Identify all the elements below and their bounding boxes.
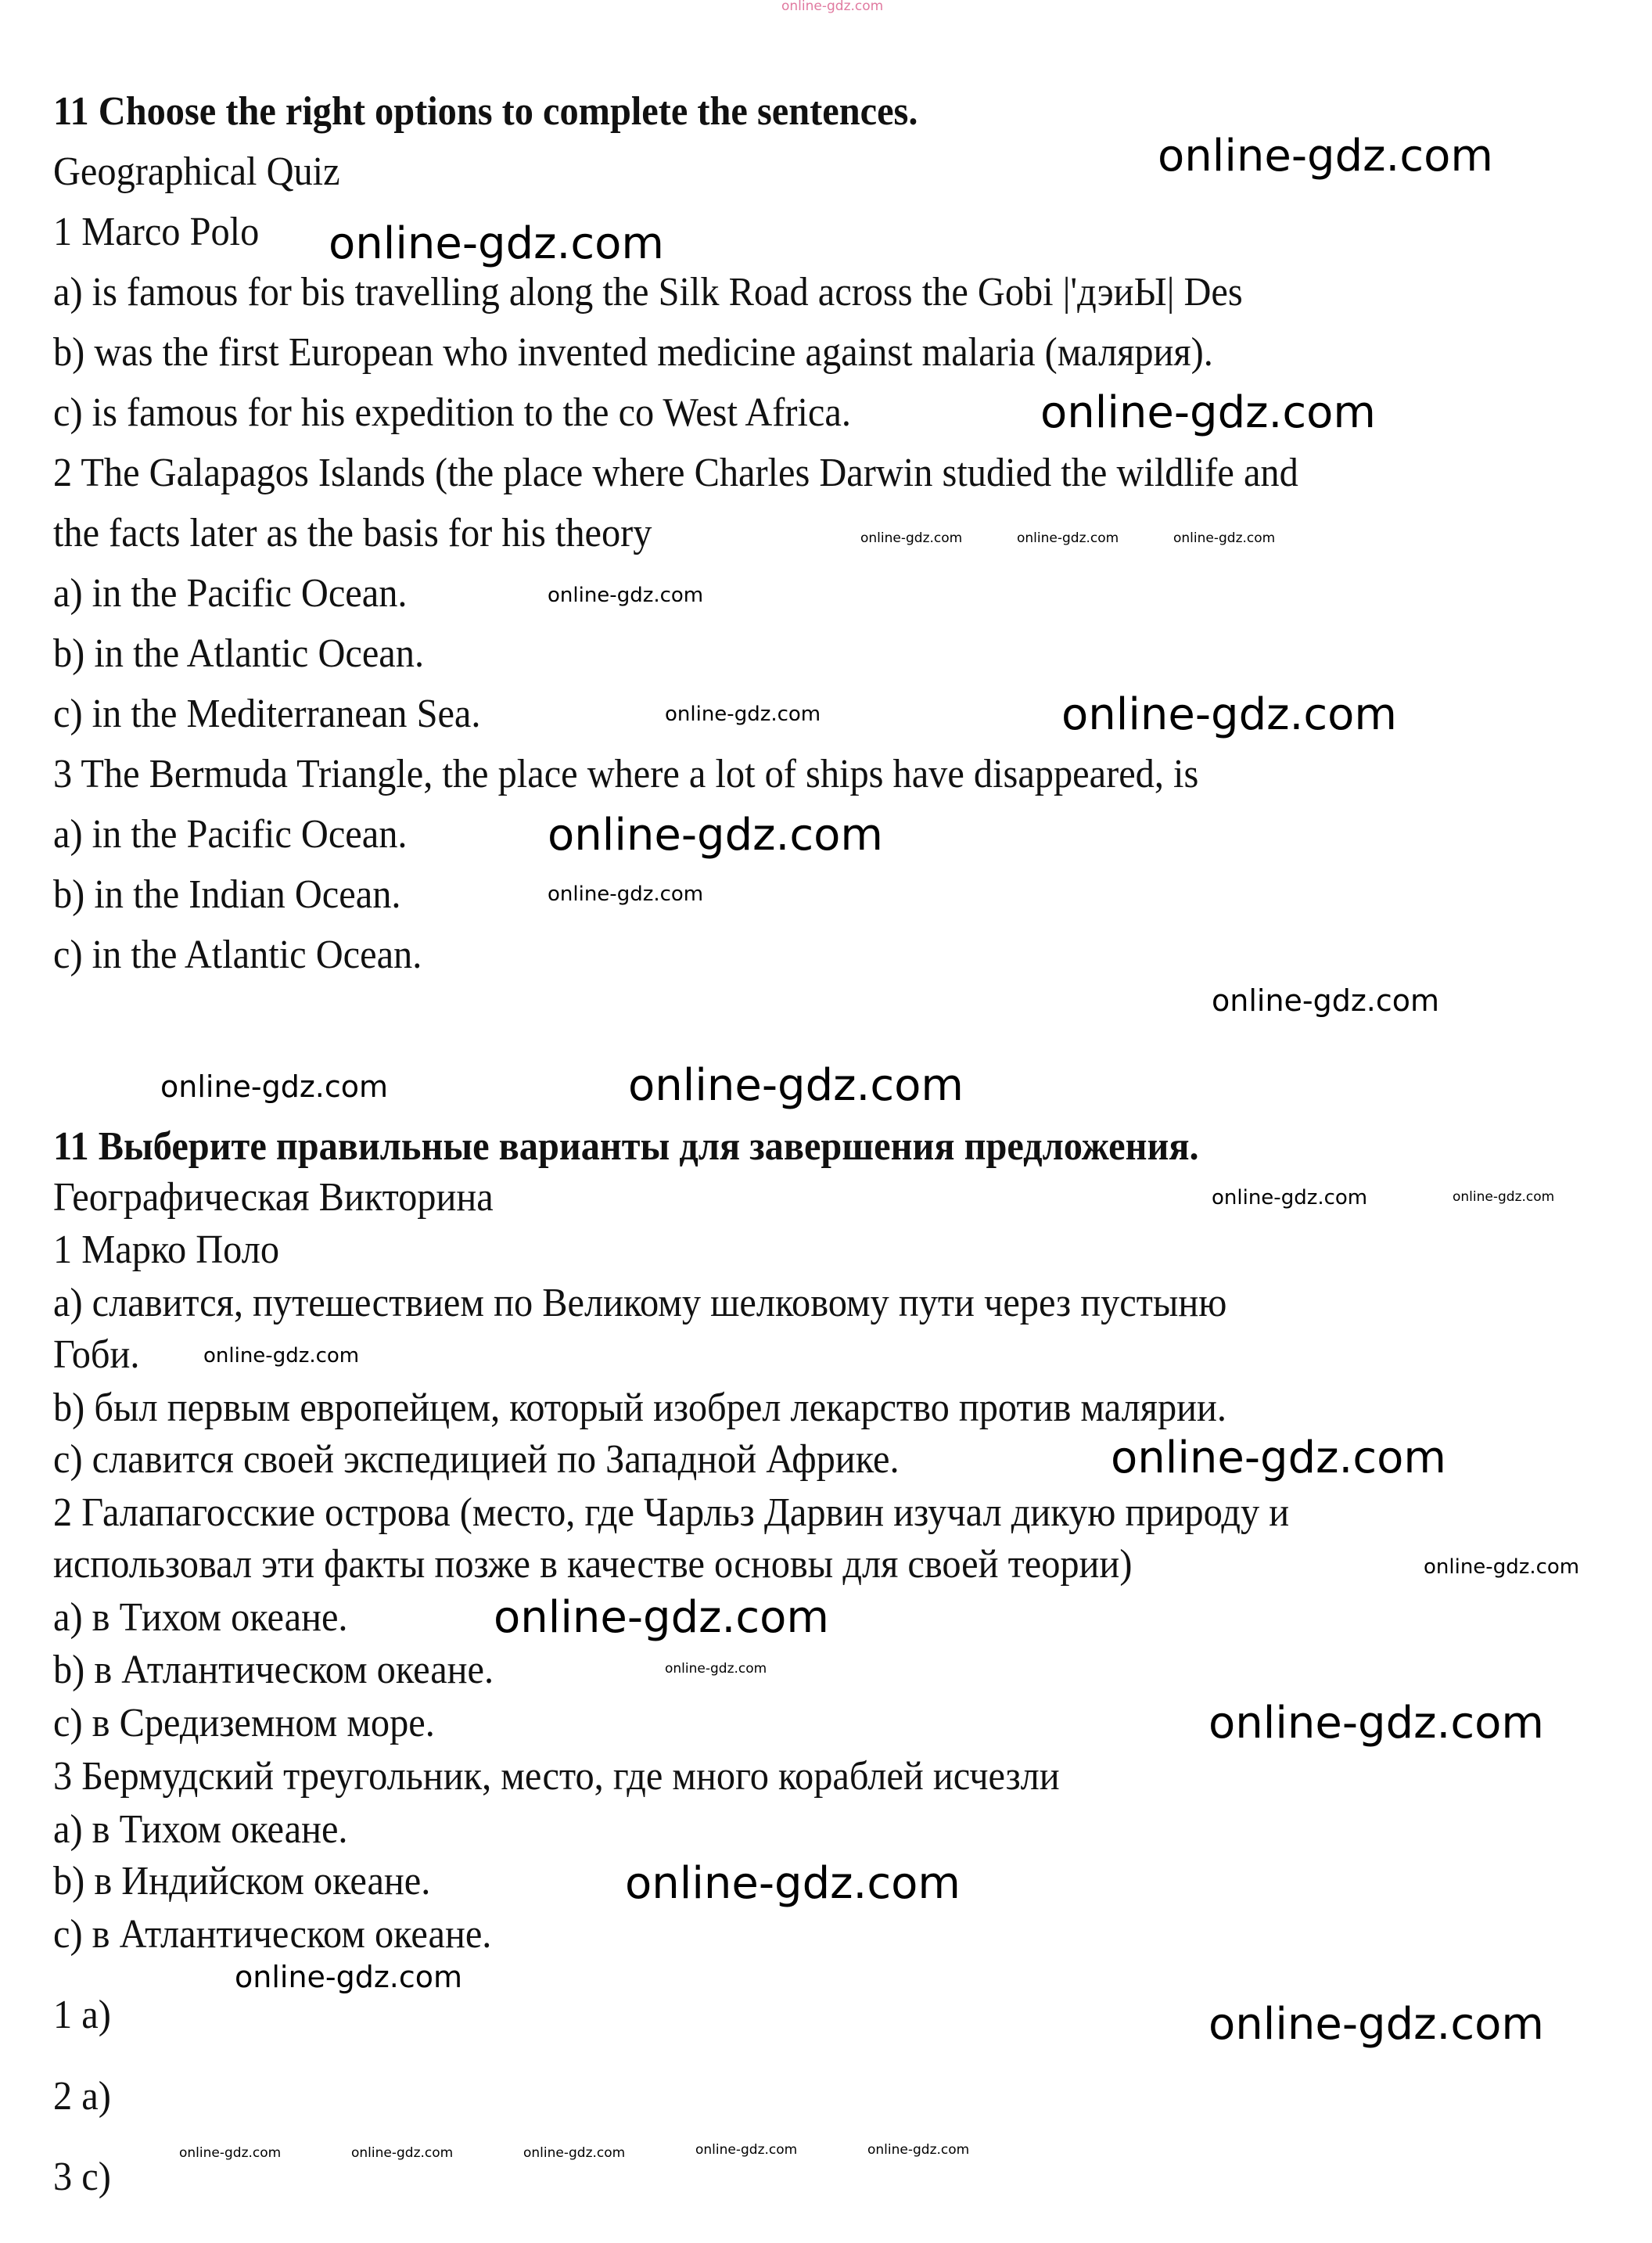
watermark: online-gdz.com xyxy=(781,0,884,14)
option-3b-en: b) in the Indian Ocean. xyxy=(53,872,401,917)
option-2b-en: b) in the Atlantic Ocean. xyxy=(53,631,425,676)
watermark: online-gdz.com xyxy=(203,1344,360,1368)
quiz-subtitle-ru: Географическая Викторина xyxy=(53,1175,494,1220)
question-2-line2-en: the facts later as the basis for his theory xyxy=(53,511,652,555)
option-3b-ru: b) в Индийском океане. xyxy=(53,1859,431,1903)
watermark: online-gdz.com xyxy=(1212,983,1440,1018)
answer-1: 1 a) xyxy=(53,1993,111,2037)
watermark: online-gdz.com xyxy=(494,1592,829,1643)
option-2b-ru: b) в Атлантическом океане. xyxy=(53,1648,494,1692)
answer-2: 2 a) xyxy=(53,2074,111,2119)
watermark: online-gdz.com xyxy=(1212,1186,1368,1210)
option-2a-ru: a) в Тихом океане. xyxy=(53,1595,348,1640)
option-1b-ru: b) был первым европейцем, который изобрел лекарство против малярии. xyxy=(53,1386,1226,1430)
watermark: online-gdz.com xyxy=(1158,131,1493,182)
watermark: online-gdz.com xyxy=(548,584,704,607)
watermark: online-gdz.com xyxy=(160,1069,389,1104)
question-2-line1-en: 2 The Galapagos Islands (the place where Charles Darwin studied the wildlife and xyxy=(53,451,1298,495)
watermark: online-gdz.com xyxy=(1040,387,1376,438)
question-2-line1-ru: 2 Галапагосские острова (место, где Чарльз Дарвин изучал дикую природу и xyxy=(53,1490,1290,1535)
option-3a-ru: a) в Тихом океане. xyxy=(53,1807,348,1852)
option-1a-en: a) is famous for bis travelling along the Silk Road across the Gobi |'дэиЫ| Des xyxy=(53,270,1243,315)
option-3a-en: a) in the Pacific Ocean. xyxy=(53,812,408,857)
option-1c-en: c) is famous for his expedition to the co West Africa. xyxy=(53,390,851,435)
option-1c-ru: c) славится своей экспедицией по Западной Африке. xyxy=(53,1437,900,1482)
watermark: online-gdz.com xyxy=(628,1060,964,1111)
option-2a-en: a) in the Pacific Ocean. xyxy=(53,571,408,616)
watermark: online-gdz.com xyxy=(329,218,664,269)
question-1-ru: 1 Марко Поло xyxy=(53,1228,280,1272)
watermark: online-gdz.com xyxy=(351,2145,454,2161)
question-1-en: 1 Marco Polo xyxy=(53,210,260,254)
watermark: online-gdz.com xyxy=(625,1858,961,1909)
watermark: online-gdz.com xyxy=(665,1661,767,1677)
option-1a-line2-ru: Гоби. xyxy=(53,1332,140,1377)
answer-3: 3 c) xyxy=(53,2155,111,2199)
option-2c-ru: c) в Средиземном море. xyxy=(53,1701,435,1745)
option-2c-en: c) in the Mediterranean Sea. xyxy=(53,692,481,736)
watermark: online-gdz.com xyxy=(548,810,883,861)
watermark: online-gdz.com xyxy=(1173,530,1276,546)
watermark: online-gdz.com xyxy=(179,2145,282,2161)
watermark: online-gdz.com xyxy=(1017,530,1119,546)
watermark: online-gdz.com xyxy=(1111,1432,1446,1483)
watermark: online-gdz.com xyxy=(665,703,821,726)
exercise-title-ru: 11 Выберите правильные варианты для завершения предложения. xyxy=(53,1124,1199,1169)
question-3-ru: 3 Бермудский треугольник, место, где много кораблей исчезли xyxy=(53,1754,1060,1799)
option-1b-en: b) was the first European who invented medicine against malaria (малярия). xyxy=(53,330,1213,375)
watermark: online-gdz.com xyxy=(860,530,963,546)
watermark: online-gdz.com xyxy=(695,2142,798,2158)
question-3-en: 3 The Bermuda Triangle, the place where a lot of ships have disappeared, is xyxy=(53,752,1199,796)
watermark: online-gdz.com xyxy=(548,882,704,906)
option-1a-line1-ru: a) славится, путешествием по Великому шелковому пути через пустыню xyxy=(53,1281,1227,1325)
exercise-title-en: 11 Choose the right options to complete the sentences. xyxy=(53,89,918,134)
watermark: online-gdz.com xyxy=(235,1960,463,1994)
quiz-subtitle-en: Geographical Quiz xyxy=(53,149,340,194)
watermark: online-gdz.com xyxy=(1424,1555,1580,1579)
watermark: online-gdz.com xyxy=(523,2145,626,2161)
watermark: online-gdz.com xyxy=(1208,1698,1544,1749)
watermark: online-gdz.com xyxy=(1453,1189,1555,1205)
watermark: online-gdz.com xyxy=(1061,689,1397,740)
option-3c-ru: c) в Атлантическом океане. xyxy=(53,1912,492,1957)
option-3c-en: c) in the Atlantic Ocean. xyxy=(53,933,422,977)
question-2-line2-ru: использовал эти факты позже в качестве основы для своей теории) xyxy=(53,1542,1133,1587)
watermark: online-gdz.com xyxy=(867,2142,970,2158)
watermark: online-gdz.com xyxy=(1208,1999,1544,2050)
